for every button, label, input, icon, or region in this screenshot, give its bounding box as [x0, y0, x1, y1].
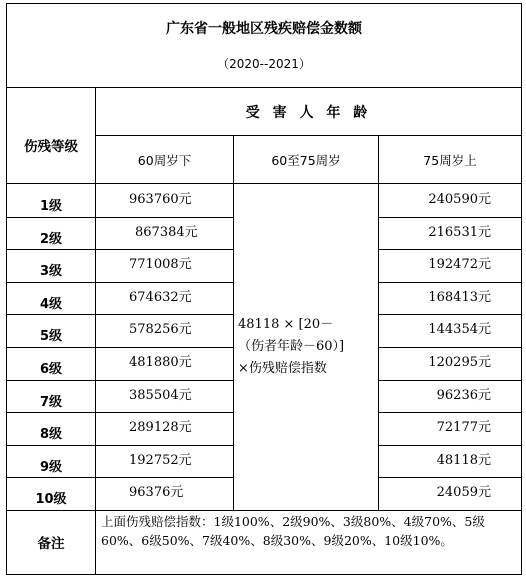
grid-line [7, 412, 233, 413]
grid-line [378, 136, 379, 510]
amount-over75: 240590元 [428, 192, 491, 207]
amount-over75: 192472元 [428, 257, 491, 272]
grid-line [233, 136, 234, 510]
grid-line [379, 445, 521, 446]
grid-line [7, 314, 233, 315]
grade-label: 5级 [39, 329, 63, 344]
amount-over75: 144354元 [428, 322, 491, 337]
grid-line [7, 347, 233, 348]
col-header-under60: 60周岁下 [137, 152, 192, 168]
amount-over75: 48118元 [436, 452, 491, 468]
grid-line [379, 412, 521, 413]
grade-label: 7级 [39, 394, 63, 410]
formula-line-2: （伤者年龄－60）] [238, 339, 345, 354]
grade-label: 3级 [39, 264, 63, 279]
grid-line [379, 380, 521, 381]
table-title: 广东省一般地区残疾赔偿金数额 [166, 21, 362, 37]
amount-over75: 168413元 [428, 289, 491, 305]
amount-under60: 289128元 [129, 420, 192, 435]
grid-line [7, 445, 233, 446]
grade-label: 10级 [35, 492, 67, 507]
grade-label: 4级 [39, 296, 63, 312]
grid-line [379, 282, 521, 283]
compensation-table [6, 3, 522, 575]
amount-under60: 771008元 [129, 257, 192, 272]
grid-line [379, 477, 521, 478]
amount-under60: 963760元 [129, 192, 192, 207]
remarks-label: 备注 [37, 536, 65, 552]
grid-line [7, 510, 521, 511]
amount-over75: 120295元 [428, 355, 491, 370]
grade-label: 9级 [39, 459, 63, 475]
grid-line [7, 183, 521, 184]
grid-line [95, 88, 96, 574]
grade-label: 6级 [39, 362, 63, 377]
amount-under60: 481880元 [129, 355, 192, 370]
grade-label: 8级 [39, 427, 63, 442]
remarks-text: 上面伤残赔偿指数：1级100%、2级90%、3级80%、4级70%、5级60%、6级50%、7级40%、8级30%、9级20%、10级10%。 [101, 514, 485, 548]
formula-line-1: 48118 × [20－ [238, 317, 334, 332]
formula-line-3: ×伤残赔偿指数 [238, 361, 327, 376]
amount-over75: 96236元 [436, 387, 491, 403]
grid-line [7, 282, 233, 283]
amount-under60: 674632元 [129, 289, 192, 305]
grid-line [7, 477, 233, 478]
grid-line [379, 347, 521, 348]
grid-line [7, 249, 233, 250]
amount-over75: 216531元 [428, 224, 491, 240]
amount-under60: 96376元 [129, 485, 184, 500]
col-header-over75: 75周岁上 [423, 152, 477, 168]
age-group-header: 受 害 人 年 龄 [245, 104, 372, 121]
grid-line [96, 135, 521, 136]
amount-over75: 72177元 [436, 420, 491, 435]
amount-over75: 24059元 [436, 485, 491, 500]
grid-line [7, 87, 521, 88]
amount-under60: 385504元 [129, 387, 192, 403]
amount-under60: 578256元 [129, 322, 192, 337]
amount-under60: 192752元 [129, 452, 192, 468]
grade-label: 1级 [39, 199, 63, 214]
amount-under60: 867384元 [135, 224, 198, 240]
grid-line [7, 217, 233, 218]
formula-cell [234, 184, 378, 510]
grid-line [7, 380, 233, 381]
grade-label: 2级 [39, 231, 63, 247]
grade-column-header: 伤残等级 [24, 139, 78, 155]
grid-line [379, 249, 521, 250]
year-range: （2020--2021） [217, 56, 311, 71]
grid-line [379, 314, 521, 315]
grid-line [379, 217, 521, 218]
col-header-60to75: 60至75周岁 [271, 152, 341, 168]
